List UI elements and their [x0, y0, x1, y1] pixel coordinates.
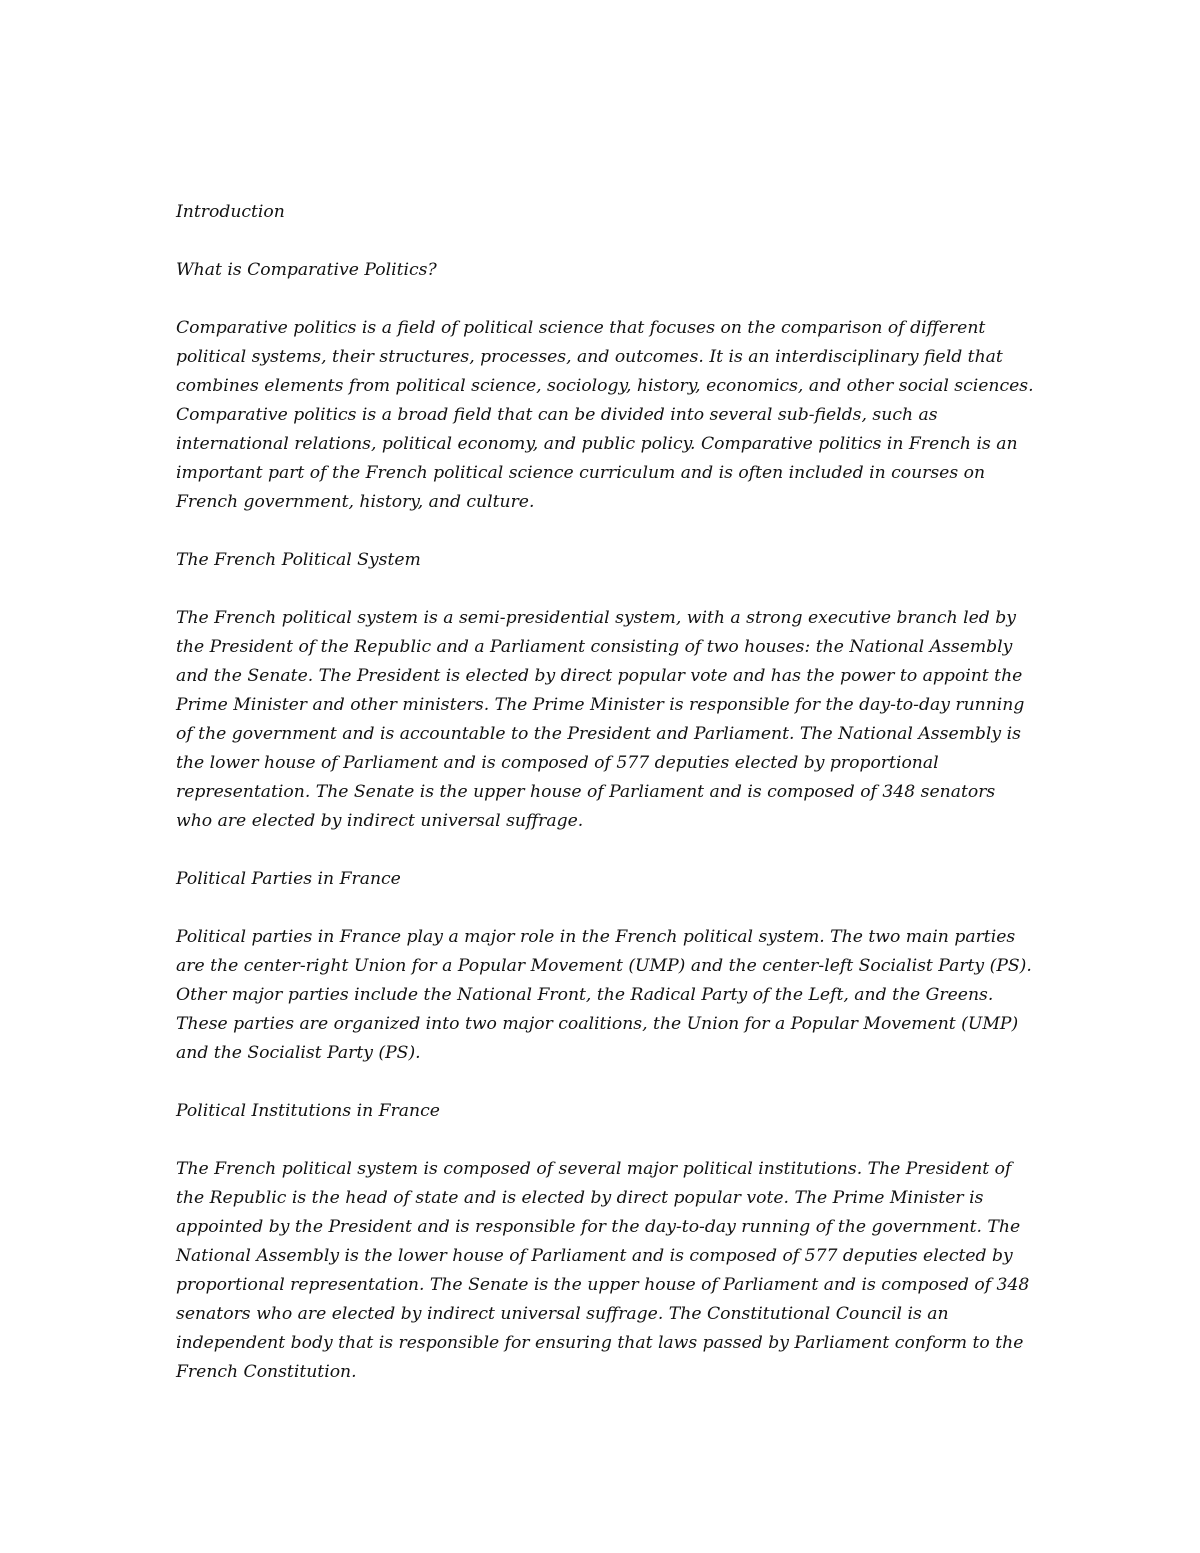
paragraph-french-political-system: The French political system is a semi-presidential system, with a strong executive branch led by the President of the Republic and a Parliament consisting of two houses: the National Assembly and the Senate. The President is elected by direct popular vote and has the power to appoint the Prime Minister and other ministers. The Prime Minister is responsible for the day-to-day running of the government and is accountable to the President and Parliament. The National Assembly is the lower house of Parliament and is composed of 577 deputies elected by proportional representation. The Senate is the upper house of Parliament and is composed of 348 senators who are elected by indirect universal suffrage. — [176, 608, 1025, 831]
section-title-french-political-system: The French Political System — [176, 550, 421, 570]
section-title-comparative-politics: What is Comparative Politics? — [176, 260, 437, 280]
document-body — [176, 198, 1036, 1416]
paragraph-political-institutions: The French political system is composed of several major political institutions. The President of the Republic is the head of state and is elected by direct popular vote. The Prime Minister is appointed by the President and is responsible for the day-to-day running of the government. The National Assembly is the lower house of Parliament and is composed of 577 deputies elected by proportional representation. The Senate is the upper house of Parliament and is composed of 348 senators who are elected by indirect universal suffrage. The Constitutional Council is an independent body that is responsible for ensuring that laws passed by Parliament conform to the French Constitution. — [176, 1159, 1030, 1382]
paragraph-political-parties: Political parties in France play a major role in the French political system. The two main parties are the center-right Union for a Popular Movement (UMP) and the center-left Socialist Party (PS). Other major parties include the National Front, the Radical Party of the Left, and the Greens. These parties are organized into two major coalitions, the Union for a Popular Movement (UMP) and the Socialist Party (PS). — [176, 927, 1032, 1063]
intro-heading: Introduction — [176, 202, 285, 222]
section-title-political-parties: Political Parties in France — [176, 869, 401, 889]
section-title-political-institutions: Political Institutions in France — [176, 1101, 440, 1121]
paragraph-comparative-politics: Comparative politics is a field of political science that focuses on the comparison of different political systems, their structures, processes, and outcomes. It is an interdisciplinary field that combines elements from political science, sociology, history, economics, and other social sciences. Comparative politics is a broad field that can be divided into several sub-fields, such as international relations, political economy, and public policy. Comparative politics in French is an important part of the French political science curriculum and is often included in courses on French government, history, and culture. — [176, 318, 1034, 512]
